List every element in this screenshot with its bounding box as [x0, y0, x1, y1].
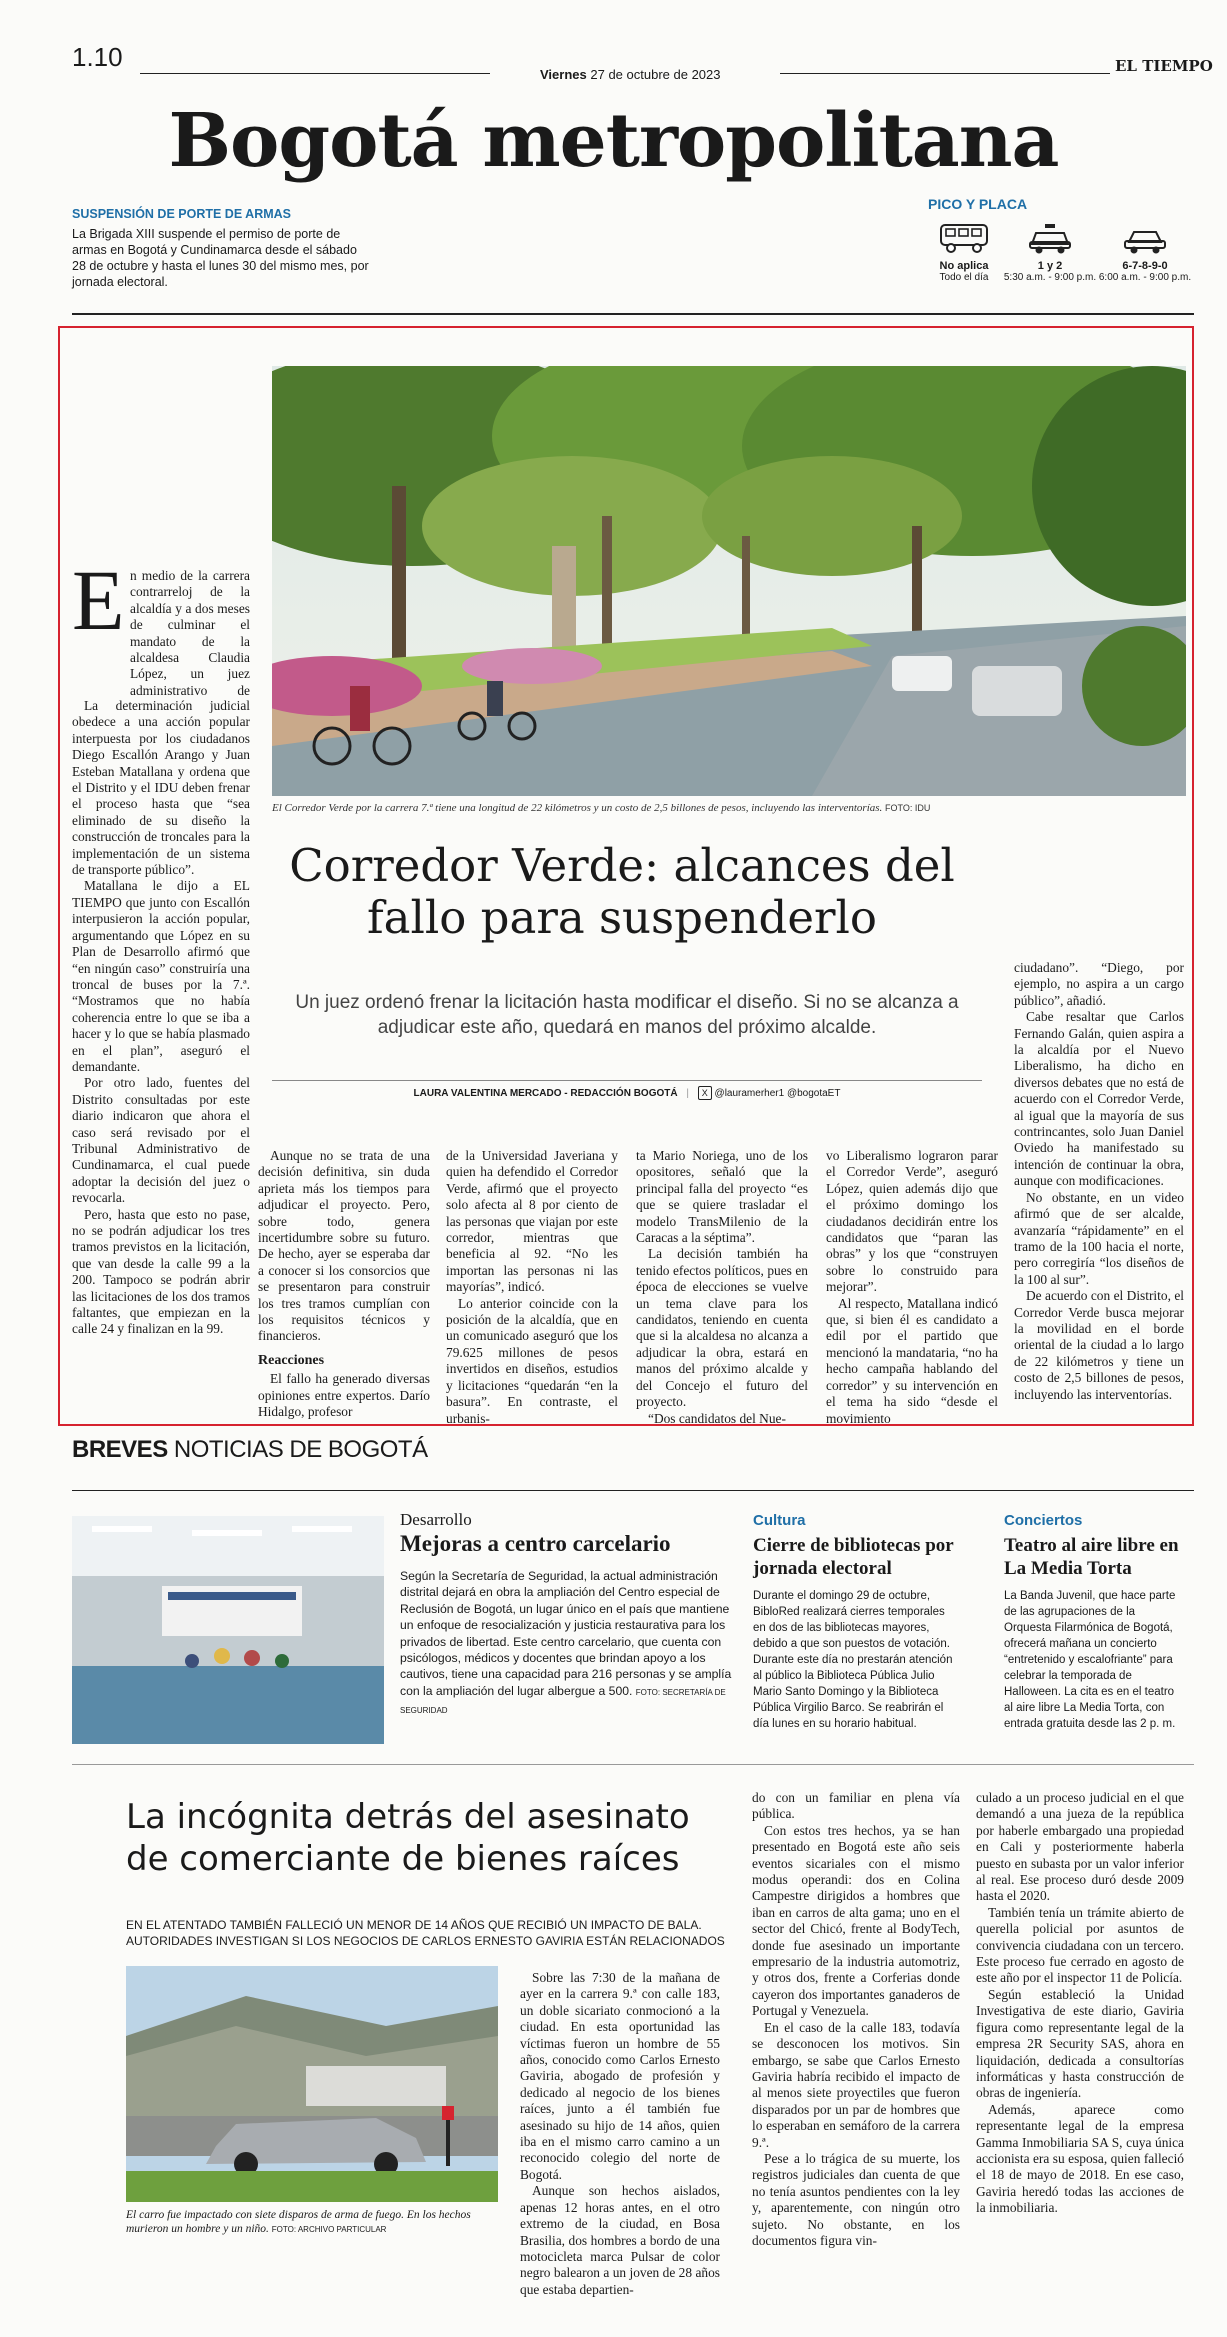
second-col2-para-d: Pese a lo trágica de su muerte, los registros judiciales dan cuenta de que no tenía asuntos pendientes con la ley y, aparentemente, con ningún otro sujeto. No obstante, en los documentos figura vin- — [752, 2150, 960, 2248]
byline-social: @lauramerher1 @bogotaET — [714, 1088, 841, 1099]
second-col3-para: culado a un proceso judicial en el que demandó a una jueza de la república por haberle embargado una propiedad en Cali y posteriormente haberla puesto en subasta por un valor inferior al real. Ese proceso duró desde 2009 hasta el 2020. — [976, 1790, 1184, 1904]
breves-rule — [72, 1490, 1194, 1491]
breve-1-body: Según la Secretaría de Seguridad, la actual administración distrital dejará en obra la ampliación del Centro especial de Reclusión de Bogotá, un lugar único en el país que mantiene un enfoque de resocialización y justicia restaurativa para los privados de libertad. Este centro carcelario, que cuenta con psicólogos, médicos y docentes que brindan apoyo a los cautivos, tiene una capacidad para 216 personas y se amplía con la ampliación del lugar albergue a 500. — [400, 1569, 732, 1698]
col2-para: Aunque no se trata de una decisión definitiva, sin duda aprieta más los tiempos para adjudicar el proyecto. Pero, sobre todo, genera incertidumbre sobre su futuro. De hecho, ayer se esperaba dar a conocer si los consorcios que se presentaron para construir los tres tramos cumplían con los requisitos técnicos y financieros. — [258, 1148, 430, 1344]
second-story-col1 — [520, 1970, 720, 2298]
col6-para-b: Cabe resaltar que Carlos Fernando Galán, quien aspira a la alcaldía por el Nuevo Liberalismo, ha dicho en diversos debates que no está de acuerdo con el Corredor Verde, al igual que la mayoría de sus contrincantes, solo Juan Daniel Oviedo ha manifestado su intención de continuar la obra, aunque con modificaciones. — [1014, 1009, 1184, 1189]
breves-label — [72, 1436, 428, 1464]
col4-para-c: “Dos candidatos del Nue- — [648, 1410, 786, 1426]
col3-para: de la Universidad Javeriana y quien ha defendido el Corredor Verde, afirmó que el proyecto solo afecta al 8 por ciento de las personas que viajan por este corredor, mientras que beneficia al 92. “No les importan las personas ni las mayorías”, indicó. — [446, 1148, 618, 1295]
breve-1-title: Mejoras a centro carcelario — [400, 1531, 671, 1556]
main-story-para-4: Por otro lado, fuentes del Distrito consultadas por este diario indicaron que ahora el caso será revisado por el Tribunal Administrativo de Cundinamarca, el cual puede adoptar la decisión del juez o revocarla. — [72, 1075, 250, 1206]
second-col3-para-b: También tenía un trámite abierto de querella policial por asuntos de convivencia ciudadana con un tercero. Este proceso fue cerrado en agosto de este año por el inspector 11 de Policía. — [976, 1904, 1184, 1986]
main-deck: Un juez ordenó frenar la licitación hasta modificar el diseño. Si no se alcanza a adjudicar este año, quedará en manos del próximo alcalde. — [295, 992, 959, 1038]
breve-2-kicker: Cultura — [753, 1512, 806, 1529]
main-story-col4 — [636, 1148, 808, 1427]
second-col2-para-b: Con estos tres hechos, ya se han presentado en Bogotá este año seis eventos sicariales con el mismo modus operandi: dos en Colina Campestre dirigidos a hombres que iban en carros de alta gama; uno en el sector del Chicó, frente al BodyTech, donde fue asesinado un importante empresario de la industria automotriz, y otros dos, frente a Corferias donde cayeron dos importantes ganaderos de Portugal y Venezuela. — [752, 1822, 960, 2019]
brand-logo: EL TIEMPO — [1115, 57, 1213, 75]
second-photo-caption-text: El carro fue impactado con siete disparos de arma de fuego. En los hechos murieron un hombre y un niño. — [126, 2209, 471, 2235]
breves-label-bold: BREVES — [72, 1436, 168, 1463]
prison-hall-illustration — [72, 1516, 384, 1744]
breve-1-credit: FOTO: SECRETARÍA DE SEGURIDAD — [400, 1687, 726, 1716]
second-col2-para-c: En el caso de la calle 183, todavía se desconocen los motivos. Sin embargo, se sabe que Carlos Ernesto Gaviria habría recibido el impacto de al menos siete proyectiles que fueron disparados por un par de hombres que lo esperaban en semáforo de la carrera 9.ª. — [752, 2019, 960, 2150]
col4-para-b: La decisión también ha tenido efectos políticos, pues en época de elecciones se vuelve un tema clave para los candidatos, teniendo en cuenta que si la alcaldesa no alcanza a adjudicar la obra, estará en manos del próximo alcalde y del Concejo el futuro del proyecto. — [636, 1246, 808, 1410]
col4-para: ta Mario Noriega, uno de los opositores, señaló que la principal falla del proyecto “es que se quiere trasladar el modelo TransMilenio de la Caracas a la séptima”. — [636, 1148, 808, 1246]
corredor-verde-illustration — [272, 366, 1186, 796]
second-photo-credit: FOTO: ARCHIVO PARTICULAR — [271, 2225, 387, 2234]
pico-placa-car-sub: 6:00 a.m. - 9:00 p.m. — [1098, 272, 1192, 283]
second-col1-para: Sobre las 7:30 de la mañana de ayer en la carrera 9.ª con calle 183, un doble sicariato conmocionó a la ciudad. En esta oportunidad las víctimas fueron un hombre de 55 años, conocido como Carlos Ernesto Gaviria, abogado de profesión y dedicado al negocio de los bienes raíces, junto a él también fue asesinado su hijo de 14 años, quien iba en el mismo carro camino a un reconocido colegio del norte de Bogotá. — [520, 1970, 720, 2182]
pico-placa-car — [1090, 220, 1200, 283]
second-headline: La incógnita detrás del asesinato de comerciante de bienes raíces — [126, 1797, 690, 1879]
section-title: Bogotá metropolitana — [168, 98, 1059, 184]
breve-1-text — [400, 1568, 740, 1720]
col6-para-c: No obstante, en un video afirmó que de ser alcalde, avanzaría “rápidamente” en el tramo de la 100 hacia el norte, pero corregiría “los diseños de la 100 al sur”. — [1014, 1189, 1184, 1287]
pico-placa-car-label: 6-7-8-9-0 — [1122, 260, 1168, 272]
main-story-col5 — [826, 1148, 998, 1427]
page-number: 1.10 — [72, 42, 123, 72]
breve-2-text: Durante el domingo 29 de octubre, BibloRed realizará cierres temporales en dos de las bibliotecas mayores, debido a que son puestos de votación. Durante este día no prestarán atención al público la Biblioteca Pública Julio Mario Santo Domingo y la Biblioteca Pública Virgilio Barco. Se reabrirán el día lunes en su horario habitual. — [753, 1590, 953, 1730]
main-story-para-5: Pero, hasta que esto no pase, no se podrán adjudicar los tres tramos previstos en la licitación, que van desde la calle 99 a la 200. Tampoco se podrán abrir las licitaciones de los dos tramos faltantes, que empiezan en la calle 24 y finalizan en la 99. — [72, 1206, 250, 1337]
photo-caption-text: El Corredor Verde por la carrera 7.ª tiene una longitud de 22 kilómetros y un costo de 2,5 billones de pesos, incluyendo las interventorías. — [272, 802, 883, 814]
main-story-col2 — [258, 1148, 430, 1421]
photo-credit: FOTO: IDU — [885, 803, 931, 813]
crime-scene-illustration — [126, 1966, 498, 2202]
byline-rule — [272, 1080, 982, 1081]
col6-para: ciudadano”. “Diego, por ejemplo, no aspira a un cargo público”, añadió. — [1014, 960, 1184, 1008]
car-icon — [1121, 220, 1169, 256]
pico-placa-taxi — [1000, 220, 1100, 283]
main-story-col1 — [72, 698, 250, 1338]
main-headline: Corredor Verde: alcances del fallo para suspenderlo — [289, 839, 955, 944]
pico-placa-taxi-sub: 5:30 a.m. - 9:00 p.m. — [1003, 272, 1097, 283]
second-col1-para-b: Aunque son hechos aislados, apenas 12 horas antes, en el otro extremo de la ciudad, en Bosa Brasilia, dos hombres a bordo de una motocicleta marca Pulsar de color negro balearon a un joven de 28 años que estaba departien- — [520, 2183, 720, 2297]
photo-caption — [272, 802, 1186, 814]
breve-1-kicker: Desarrollo — [400, 1510, 472, 1529]
pico-placa-bus-label: No aplica — [939, 260, 989, 272]
main-story-col3 — [446, 1148, 618, 1427]
second-deck: EN EL ATENTADO TAMBIÉN FALLECIÓ UN MENOR DE 14 AÑOS QUE RECIBIÓ UN IMPACTO DE BALA. AUTORIDADES INVESTIGAN SI LOS NEGOCIOS DE CARLOS ERNESTO GAVIRIA ESTÁN RELACIONADOS — [126, 1918, 725, 1948]
notice-kicker: SUSPENSIÓN DE PORTE DE ARMAS — [72, 207, 292, 221]
breve-3-title: Teatro al aire libre en La Media Torta — [1004, 1535, 1179, 1579]
date-day: Viernes — [540, 67, 587, 82]
second-photo-caption — [126, 2208, 498, 2237]
main-story-para-3: Matallana le dijo a EL TIEMPO que junto con Escallón interpusieron la acción popular, argumentando que López en su Plan de Desarrollo afirmó que “en ningún caso” construiría una troncal de buses por la 7.ª. “Mostramos que no había coherencia entre lo que se iba a hacer y lo que se había plasmado en el plan”, aseguró el demandante. — [72, 878, 250, 1074]
header-bottom-rule — [72, 313, 1194, 315]
second-photo — [126, 1966, 498, 2202]
breves-label-rest: NOTICIAS DE BOGOTÁ — [173, 1436, 428, 1463]
col5-para: vo Liberalismo lograron parar el Corredor Verde”, aseguró López, quien además dijo que el próximo domingo los ciudadanos decidirán entre los candidatos que “paran las obras” y los que “construyen sobre lo construido para mejorar”. — [826, 1148, 998, 1295]
main-story-para-1a: n medio de la carrera contrarreloj de la alcaldía y a dos meses de culminar el mandato de la alcaldesa Claudia López, un juez administrativo de — [130, 568, 250, 698]
second-story-col2 — [752, 1790, 960, 2249]
pico-placa-title: PICO Y PLACA — [928, 196, 1028, 212]
byline-author: LAURA VALENTINA MERCADO - REDACCIÓN BOGOTÁ — [413, 1088, 678, 1099]
col6-para-d: De acuerdo con el Distrito, el Corredor Verde busca mejorar la movilidad en el borde oriental de la ciudad a lo largo de 22 kilómetros y tiene un costo de 2,5 billones de pesos, incluyendo las interventorías. — [1014, 1288, 1184, 1402]
notice-text: La Brigada XIII suspende el permiso de porte de armas en Bogotá y Cundinamarca desde el sábado 28 de octubre y hasta el lunes 30 del mismo mes, por jornada electoral. — [72, 227, 369, 289]
breve-1-photo — [72, 1516, 384, 1744]
pico-placa-taxi-label: 1 y 2 — [1037, 260, 1063, 272]
pico-placa-bus-sub: Todo el día — [939, 272, 989, 283]
masthead-rule-right — [780, 73, 1110, 74]
byline: LAURA VALENTINA MERCADO - REDACCIÓN BOGOTÁ | X @lauramerher1 @bogotaET — [413, 1088, 841, 1099]
masthead-rule-left — [140, 73, 490, 74]
pico-placa-bus — [924, 220, 1004, 283]
second-col3-para-d: Además, aparece como representante legal de la empresa Gamma Inmobiliaria SA S, cuya única accionista era su esposa, quien falleció el 18 de mayo de 2018. En ese caso, Gaviria heredó todas las acciones de la inmobiliaria. — [976, 2101, 1184, 2216]
subhead-reacciones: Reacciones — [258, 1352, 325, 1368]
breve-3-kicker: Conciertos — [1004, 1512, 1083, 1529]
corredor-verde-photo — [272, 366, 1186, 796]
second-col3-para-c: Según estableció la Unidad Investigativa de este diario, Gaviria figura como representante legal de la empresa 2R Security SAS, ahora en liquidación, dedicada a consultorías informáticas y hasta construcción de obras de ingeniería. — [976, 1986, 1184, 2101]
main-story-para-2: La determinación judicial obedece a una acción popular interpuesta por los ciudadanos Diego Escallón Arango y Juan Esteban Matallana y ordena que el Distrito y el IDU deben frenar el proceso hasta que “sea eliminado de su diseño la construcción de troncales para la implementación de un sistema de transporte público”. — [72, 698, 250, 878]
x-icon: X — [698, 1086, 712, 1100]
col5-para-b: Al respecto, Matallana indicó que, si bien él es candidato a edil por el partido que mencionó la mandataria, “no ha hecho campaña hablando del corredor” y su intervención en el tema ha sido “desde el movimiento — [826, 1295, 998, 1426]
main-story-col6 — [1014, 960, 1184, 1403]
col2-para-b: El fallo ha generado diversas opiniones entre expertos. Darío Hidalgo, profesor — [258, 1371, 430, 1420]
breves-bottom-rule — [72, 1764, 1194, 1765]
second-col2-para: do con un familiar en plena vía pública. — [752, 1790, 960, 1822]
breve-3-text: La Banda Juvenil, que hace parte de las agrupaciones de la Orquesta Filarmónica de Bogotá, ofrecerá mañana un concierto “entretenido y escalofriante” para celebrar la temporada de Halloween. La cita es en el teatro al aire libre La Media Torta, con entrada gratuita desde las 2 p. m. — [1004, 1590, 1176, 1730]
col3-para-b: Lo anterior coincide con la posición de la alcaldía, que en un comunicado aseguró que los 79.625 millones de pesos invertidos en diseños, estudios y licitaciones “quedarán “en la basura”. En contraste, el urbanis- — [446, 1295, 618, 1426]
date-rest: 27 de octubre de 2023 — [590, 67, 721, 82]
drop-cap: E — [72, 552, 125, 648]
page-date — [540, 67, 720, 82]
breve-2-title: Cierre de bibliotecas por jornada electoral — [753, 1535, 954, 1579]
bus-icon — [938, 220, 990, 256]
taxi-icon — [1026, 220, 1074, 256]
main-story-col1-intro — [130, 568, 250, 698]
second-story-col3 — [976, 1790, 1184, 2217]
